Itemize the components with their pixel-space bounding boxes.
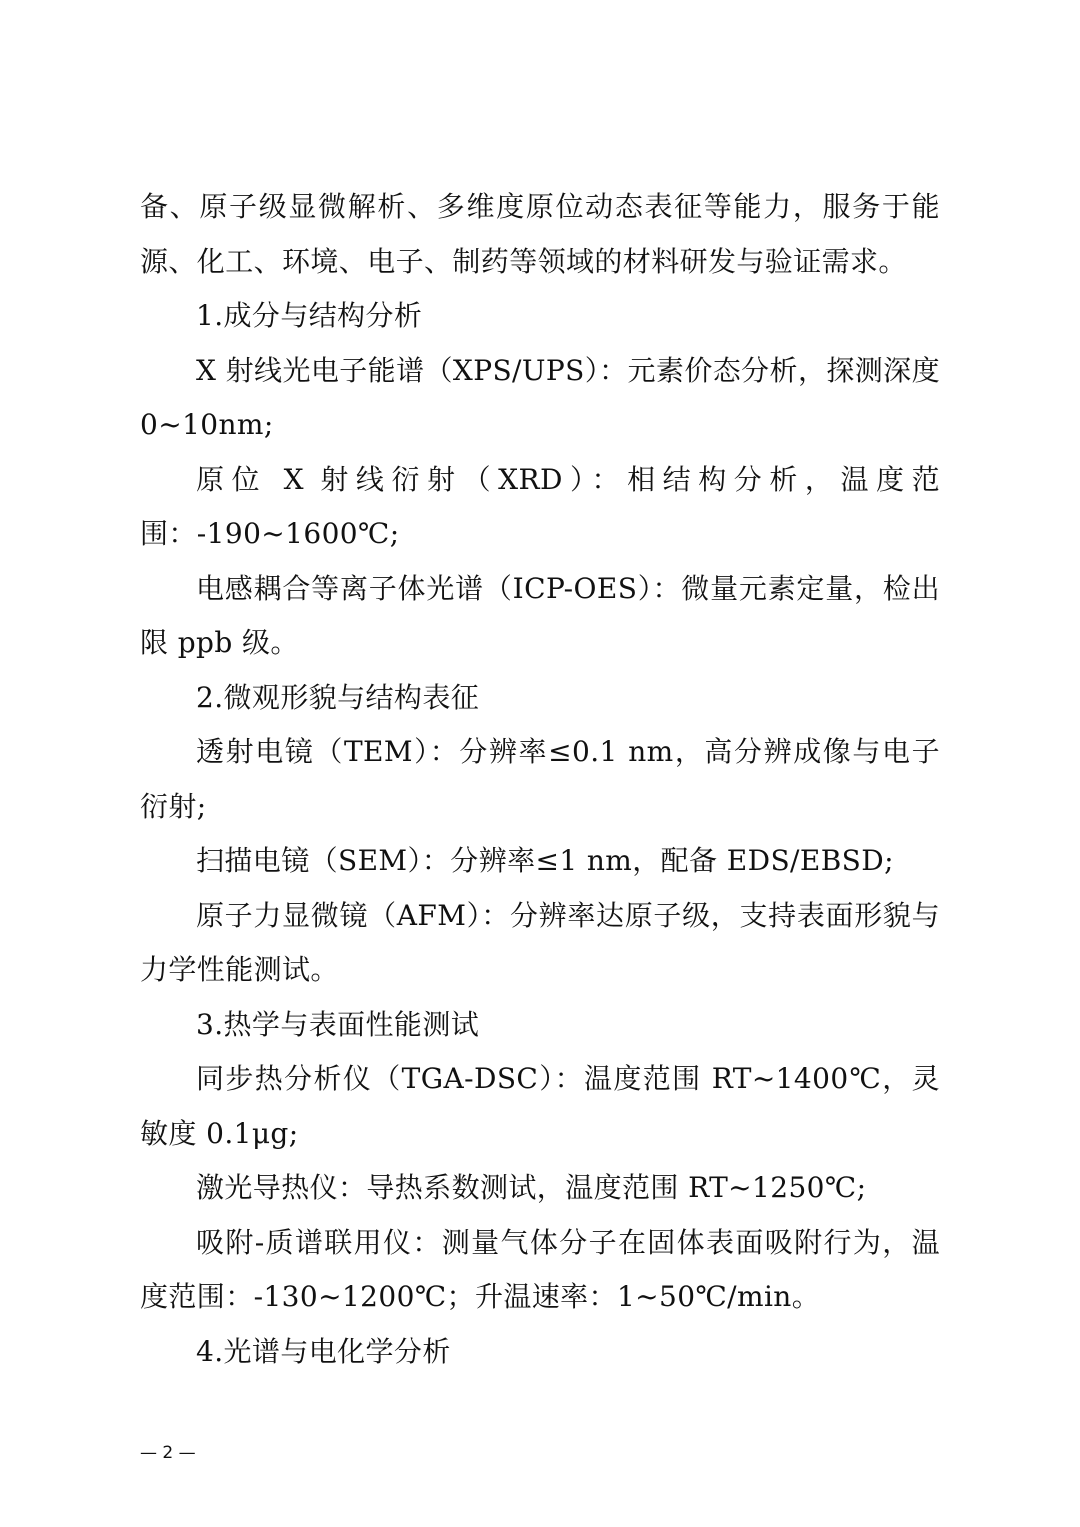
section-heading-composition-structure: 1.成分与结构分析	[196, 299, 423, 332]
item-tga-dsc: 同步热分析仪（TGA-DSC）：温度范围 RT~1400℃，灵敏度 0.1μg;	[140, 1062, 940, 1150]
item-xps-ups: X 射线光电子能谱（XPS/UPS）：元素价态分析，探测深度0~10nm;	[140, 353, 940, 441]
item-tem: 透射电镜（TEM）：分辨率≤0.1 nm，高分辨成像与电子衍射;	[140, 735, 940, 823]
paragraph-continuation: 备、原子级显微解析、多维度原位动态表征等能力，服务于能源、化工、环境、电子、制药等领域的材料研发与验证需求。	[140, 190, 940, 278]
item-in-situ-xrd: 原位 X 射线衍射（XRD）：相结构分析，温度范围：-190~1600℃;	[140, 462, 940, 550]
item-adsorption-ms: 吸附-质谱联用仪：测量气体分子在固体表面吸附行为，温度范围：-130~1200℃；升温速率：1~50℃/min。	[140, 1225, 940, 1313]
section-heading-thermal-surface: 3.热学与表面性能测试	[196, 1007, 480, 1041]
page-number: — 2 —	[140, 1443, 196, 1463]
item-sem: 扫描电镜（SEM）：分辨率≤1 nm，配备 EDS/EBSD;	[196, 844, 894, 877]
item-icp-oes: 电感耦合等离子体光谱（ICP-OES）：微量元素定量，检出限 ppb 级。	[140, 571, 940, 659]
item-laser-flash: 激光导热仪：导热系数测试，温度范围 RT~1250℃;	[196, 1171, 867, 1204]
item-afm: 原子力显微镜（AFM）：分辨率达原子级，支持表面形貌与力学性能测试。	[140, 898, 940, 986]
document-body	[140, 180, 940, 1379]
section-heading-spectroscopy-electrochemistry: 4.光谱与电化学分析	[196, 1334, 451, 1368]
section-heading-microstructure: 2.微观形貌与结构表征	[196, 680, 480, 714]
